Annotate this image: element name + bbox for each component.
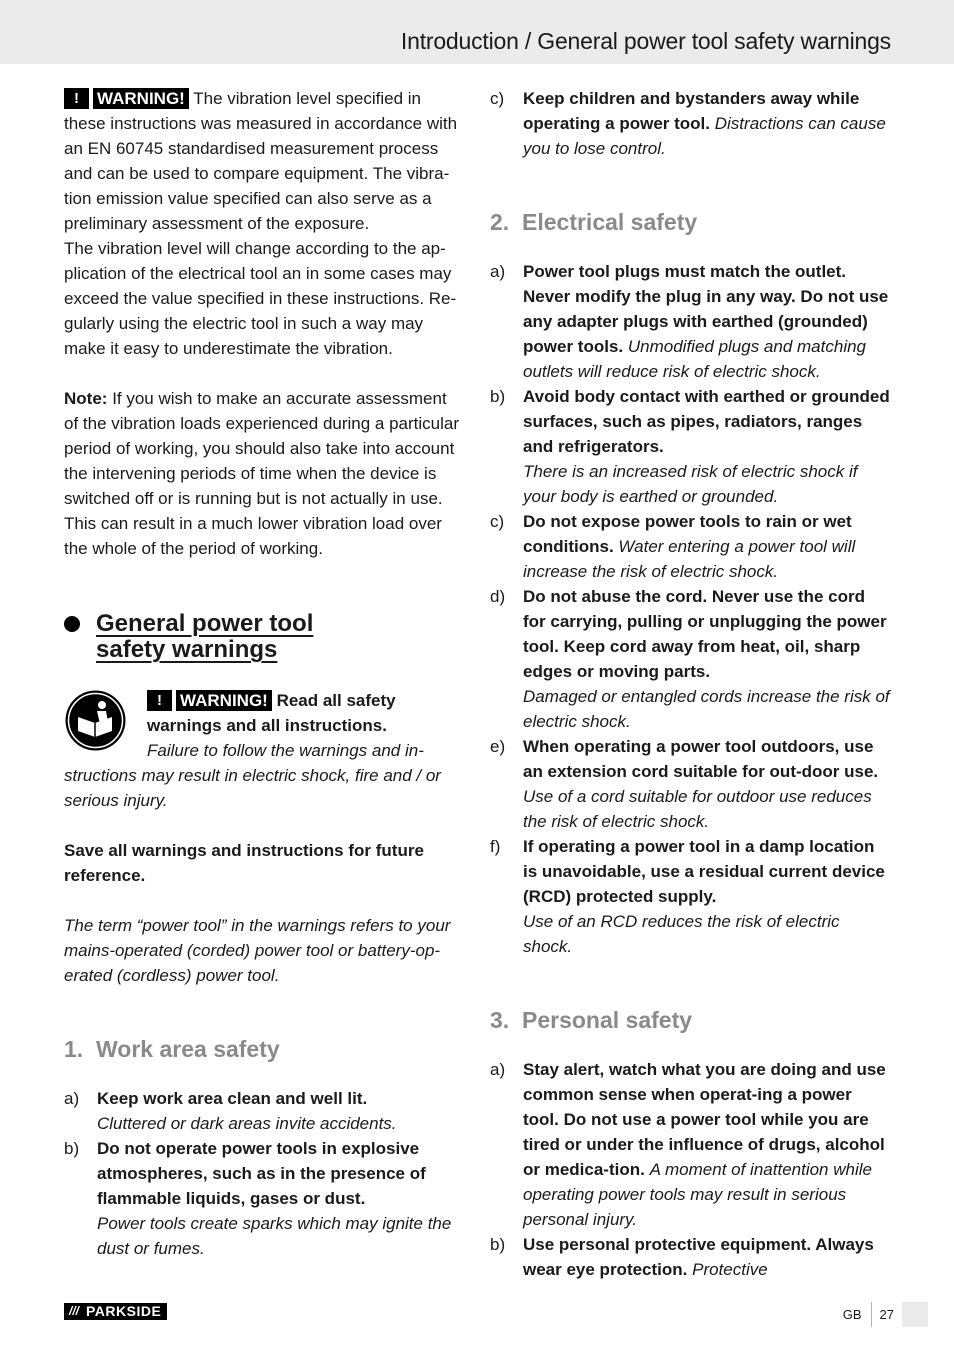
list-item: a) Stay alert, watch what you are doing and use common sense when operat-ing a power tool. Do not use a power tool while you are tired or under the influence of drugs, alcohol or medica-tion. A moment of inattention while operating power tools may result in serious personal injury. xyxy=(490,1060,886,1229)
note-label: Note: xyxy=(64,389,108,408)
general-heading-line2: safety warnings xyxy=(96,636,278,663)
logo-slash: /// xyxy=(64,1303,84,1320)
list-item: e) When operating a power tool outdoors, use an extension cord suitable for out-door use. Use of a cord suitable for outdoor use reduces the risk of electric shock. xyxy=(490,737,879,831)
warning-triangle-icon: ! xyxy=(64,88,89,109)
work-area-heading xyxy=(64,1034,464,1064)
list-item: b) Do not operate power tools in explosive atmospheres, such as in the presence of flammable liquids, gases or dust. Power tools create sparks which may ignite the dust or fumes. xyxy=(64,1139,452,1258)
electrical-heading xyxy=(490,207,890,237)
warning-label: WARNING! xyxy=(93,88,189,109)
list-item: b) Use personal protective equipment. Always wear eye protection. Protective xyxy=(490,1235,874,1279)
warning-triangle-icon: ! xyxy=(147,690,172,711)
note-text: If you wish to make an accurate assessment of the vibration loads experienced during a particular period of working, you should also take into account the intervening periods of time when the device is switched off or is running but is not actually in use. This can result in a much lower vibration load over the whole of the period of working. xyxy=(64,389,460,558)
list-item: a) Power tool plugs must match the outlet. Never modify the plug in any way. Do not use any adapter plugs with earthed (grounded) power tools. Unmodified plugs and matching outlets will reduce risk of electric shock. xyxy=(490,262,889,381)
electrical-number: 2. xyxy=(490,209,510,235)
personal-list xyxy=(490,1057,890,1282)
read-warning-italic: Failure to follow the warnings and in-structions may result in electric shock, fire and / or serious injury. xyxy=(64,741,441,810)
language-code: GB xyxy=(842,1307,862,1322)
bullet-icon xyxy=(64,616,80,632)
page-footer xyxy=(843,1302,928,1327)
list-item: c) Do not expose power tools to rain or wet conditions. Water entering a power tool will increase the risk of electric shock. xyxy=(490,512,856,581)
note-paragraph xyxy=(64,386,464,561)
logo-text: PARKSIDE xyxy=(84,1303,167,1320)
left-column xyxy=(64,86,464,1261)
page-title: Introduction / General power tool safety warnings xyxy=(400,28,891,54)
personal-number: 3. xyxy=(490,1007,510,1033)
vibration-warning-text: The vibration level specified in these instructions was measured in accordance with an EN 60745 standardised measurement process and can be used to compare equipment. The vibra-tion emission value specified can also serve as a preliminary assessment of the exposure. xyxy=(64,89,458,233)
list-item: d) Do not abuse the cord. Never use the cord for carrying, pulling or unplugging the power tool. Keep cord away from heat, oil, sharp edges or moving parts. Damaged or entangled cords increase the risk of electric shock. xyxy=(490,587,890,731)
general-safety-heading xyxy=(64,611,464,663)
warning-tag xyxy=(64,88,189,109)
page-header xyxy=(0,0,954,64)
general-heading-line1: General power tool xyxy=(96,610,314,637)
list-item: a) Keep work area clean and well lit. Cluttered or dark areas invite accidents. xyxy=(64,1089,397,1133)
work-area-title: Work area safety xyxy=(96,1036,280,1062)
read-manual-icon xyxy=(64,689,127,752)
page-tab xyxy=(902,1302,928,1327)
power-tool-term: The term “power tool” in the warnings refers to your mains-operated (corded) power tool or battery-op-erated (cordless) power tool. xyxy=(64,916,451,985)
list-item: b) Avoid body contact with earthed or grounded surfaces, such as pipes, radiators, ranges and refrigerators. There is an increased risk of electric shock if your body is earthed or grounded. xyxy=(490,387,890,506)
list-item: f) If operating a power tool in a damp location is unavoidable, use a residual current device (RCD) protected supply. Use of an RCD reduces the risk of electric shock. xyxy=(490,837,885,956)
electrical-title: Electrical safety xyxy=(522,209,698,235)
parkside-logo xyxy=(64,1303,167,1320)
personal-heading xyxy=(490,1005,890,1035)
vibration-warning-paragraph xyxy=(64,86,464,236)
work-area-number: 1. xyxy=(64,1036,84,1062)
vibration-level-paragraph: The vibration level will change according to the ap-plication of the electrical tool an in some cases may exceed the value specified in these instructions. Re-gularly using the electric tool in such a way may make it easy to underestimate the vibration. xyxy=(64,239,457,358)
warning-tag xyxy=(147,690,272,711)
work-area-list xyxy=(64,1086,464,1261)
personal-title: Personal safety xyxy=(522,1007,693,1033)
electrical-list xyxy=(490,259,890,959)
page-number: 27 xyxy=(879,1307,894,1322)
right-column xyxy=(490,86,890,1282)
save-instructions: Save all warnings and instructions for future reference. xyxy=(64,841,424,885)
read-instructions-block xyxy=(64,688,464,813)
warning-label: WARNING! xyxy=(176,690,272,711)
list-item: c) Keep children and bystanders away while operating a power tool. Distractions can cause you to lose control. xyxy=(490,89,886,158)
read-warning-bold: Read all safety warnings and all instructions. xyxy=(147,691,396,735)
